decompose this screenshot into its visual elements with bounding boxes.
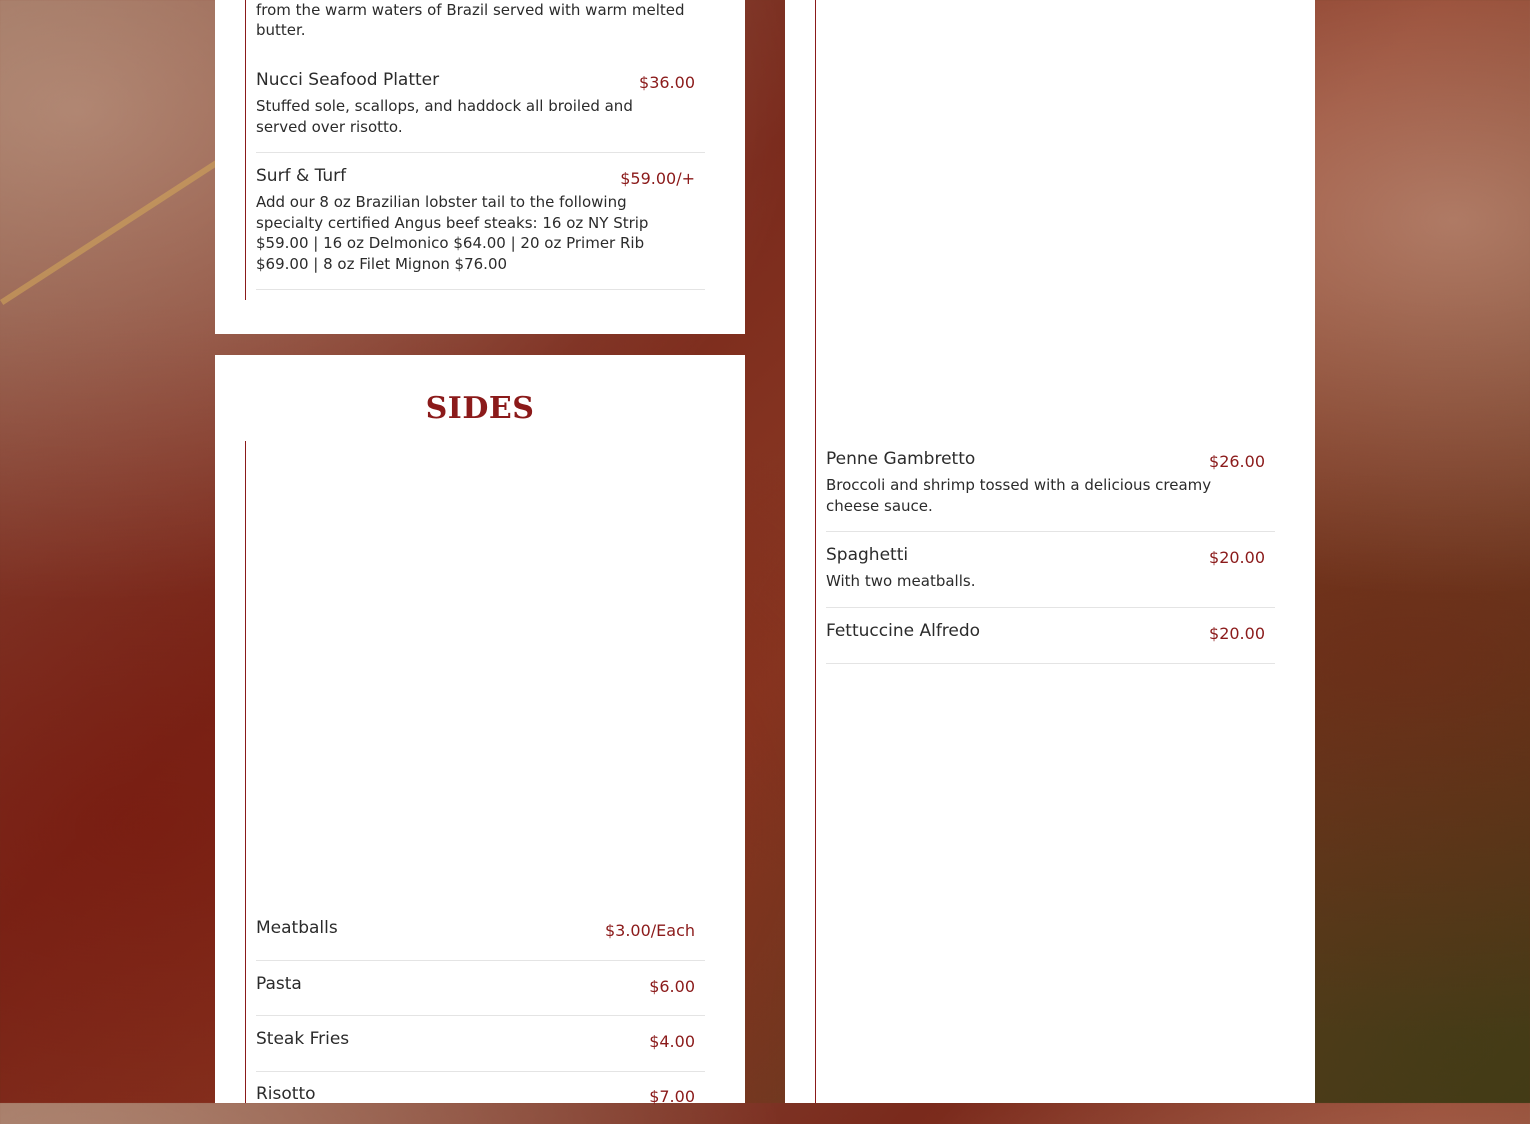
item-description: With two meatballs.: [826, 572, 976, 590]
item-price: $4.00: [649, 1032, 695, 1051]
item-price: $20.00: [1209, 548, 1265, 567]
pasta-menu-card: [785, 0, 1315, 1103]
menu-accent-line: [815, 0, 816, 1103]
item-description: Stuffed sole, scallops, and haddock all broiled and served over risotto.: [256, 97, 633, 136]
item-description: Add our 8 oz Brazilian lobster tail to the following specialty certified Angus beef steaks: 16 oz NY Strip $59.00 | 16 oz Delmonico $64.00 | 20 oz Primer Rib $69.00 | 8 oz Filet Mignon $76.00: [256, 193, 649, 273]
item-price: $7.00: [649, 1087, 695, 1106]
item-price: $20.00: [1209, 624, 1265, 643]
item-name: Fettuccine Alfredo: [826, 621, 981, 641]
item-name: Steak Fries: [256, 1029, 350, 1049]
menu-item-nucci-seafood-platter: [256, 70, 705, 153]
item-name: Surf & Turf: [256, 166, 347, 186]
sides-menu-card: [215, 355, 745, 1106]
menu-item-steak-fries: [256, 1029, 705, 1072]
item-price: $26.00: [1209, 452, 1265, 471]
menu-item-fettuccine-alfredo: [826, 621, 1275, 664]
item-description: Broccoli and shrimp tossed with a delicious creamy cheese sauce.: [826, 476, 1212, 515]
section-title: SIDES: [425, 391, 535, 426]
seafood-menu-card: [215, 0, 745, 334]
menu-accent-line: [245, 0, 246, 300]
menu-item-penne-gambretto: [826, 449, 1275, 532]
item-name: Pasta: [256, 974, 302, 994]
item-name: Meatballs: [256, 918, 338, 938]
item-name: Penne Gambretto: [826, 449, 976, 469]
menu-accent-line: [245, 441, 246, 1103]
item-name: Nucci Seafood Platter: [256, 70, 440, 90]
item-price: $59.00/+: [620, 169, 695, 188]
item-price: $6.00: [649, 977, 695, 996]
item-price: $3.00/Each: [604, 921, 695, 940]
menu-item-spaghetti: [826, 545, 1275, 608]
item-description: from the warm waters of Brazil served with warm melted butter.: [256, 1, 685, 39]
item-name: Risotto: [256, 1084, 316, 1104]
item-price: $36.00: [639, 73, 695, 92]
menu-item-risotto: [256, 1084, 705, 1124]
item-name: Spaghetti: [826, 545, 909, 565]
menu-item-meatballs: [256, 918, 705, 961]
menu-item-pasta: [256, 974, 705, 1016]
menu-item-surf-and-turf: [256, 166, 705, 290]
